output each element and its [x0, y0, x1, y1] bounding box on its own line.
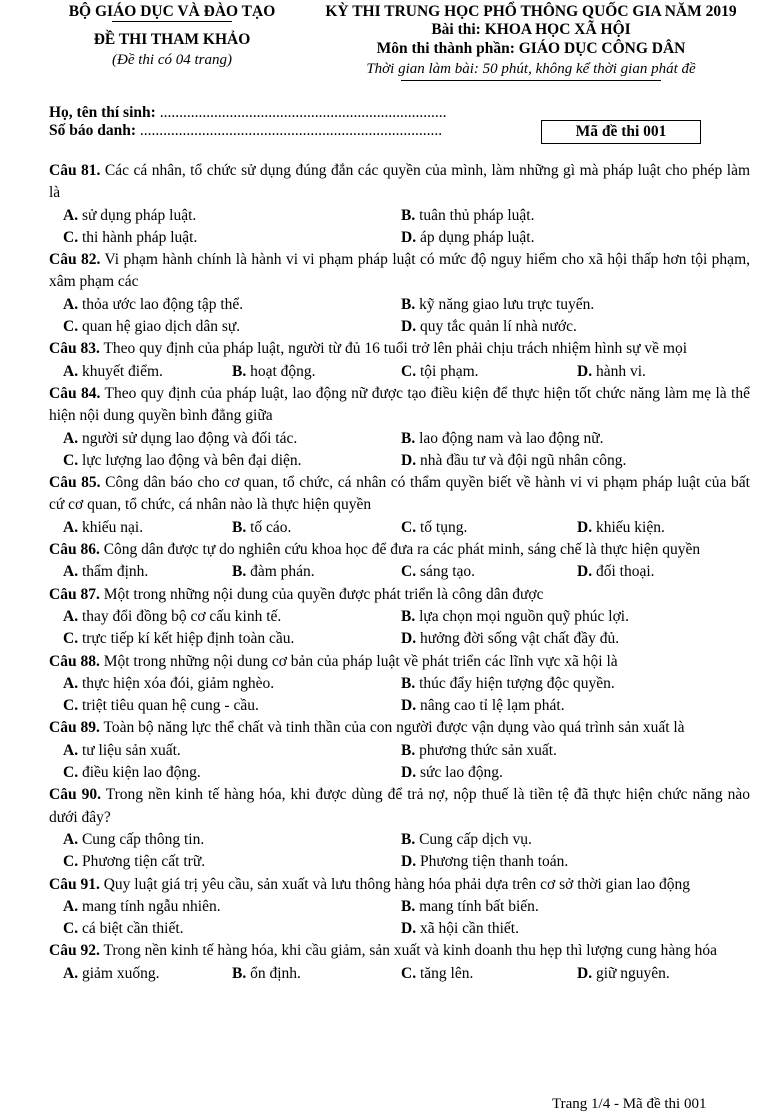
- option-letter: A.: [63, 830, 79, 848]
- option-letter: D.: [577, 964, 593, 982]
- question-text: Vi phạm hành chính là hành vi vi phạm pháp luật có mức độ nguy hiểm cho xã hội thấp hơn tội phạm, xâm phạm các: [49, 251, 750, 291]
- question-85: [49, 472, 750, 539]
- option-letter: D.: [401, 697, 417, 715]
- option-letter: B.: [401, 206, 416, 224]
- option-letter: B.: [401, 607, 416, 625]
- answer-options: [49, 673, 750, 718]
- option-letter: C.: [63, 630, 79, 648]
- answer-option-b[interactable]: [232, 361, 401, 383]
- answer-option-a[interactable]: [63, 428, 401, 450]
- ministry-name: BỘ GIÁO DỤC VÀ ĐÀO TẠO: [68, 3, 276, 20]
- question-text: Theo quy định của pháp luật, người từ đủ 16 tuổi trở lên phải chịu trách nhiệm hình sự về mọi: [103, 340, 687, 358]
- option-text: tăng lên.: [419, 964, 474, 982]
- answer-option-c[interactable]: [63, 628, 401, 650]
- option-letter: B.: [401, 897, 416, 915]
- answer-options: [49, 963, 750, 985]
- option-text: nhà đầu tư và đội ngũ nhân công.: [419, 451, 627, 469]
- question-number: Câu 82.: [49, 251, 101, 269]
- option-text: tố cáo.: [250, 518, 292, 536]
- question-stem: [49, 717, 750, 739]
- exam-component: Môn thi thành phần: GIÁO DỤC CÔNG DÂN: [376, 40, 686, 57]
- option-text: đàm phán.: [250, 563, 315, 581]
- option-letter: D.: [401, 228, 417, 246]
- option-text: kỹ năng giao lưu trực tuyến.: [419, 295, 595, 313]
- question-88: [49, 651, 750, 718]
- option-text: cá biệt cần thiết.: [81, 920, 184, 938]
- answer-option-c[interactable]: [63, 316, 401, 338]
- answer-option-a[interactable]: [63, 361, 232, 383]
- question-81: [49, 160, 750, 249]
- option-letter: C.: [63, 228, 79, 246]
- answer-option-b[interactable]: [401, 740, 750, 762]
- question-text: Trong nền kinh tế hàng hóa, khi được dùng để trả nợ, nộp thuế là tiền tệ đã thực hiện chức năng nào dưới đây?: [49, 786, 750, 826]
- option-letter: C.: [63, 853, 79, 871]
- question-82: [49, 249, 750, 338]
- answer-option-a[interactable]: [63, 561, 232, 583]
- question-stem: [49, 874, 750, 896]
- option-letter: A.: [63, 362, 79, 380]
- answer-option-d[interactable]: [401, 316, 750, 338]
- option-text: đối thoại.: [595, 563, 655, 581]
- answer-option-a[interactable]: [63, 896, 401, 918]
- question-stem: [49, 383, 750, 428]
- question-84: [49, 383, 750, 472]
- option-letter: D.: [401, 853, 417, 871]
- option-letter: A.: [63, 964, 79, 982]
- answer-option-c[interactable]: [401, 561, 577, 583]
- answer-option-b[interactable]: [401, 205, 750, 227]
- option-letter: A.: [63, 295, 79, 313]
- answer-options: [49, 606, 750, 651]
- question-92: [49, 940, 750, 985]
- question-number: Câu 89.: [49, 719, 100, 737]
- header-left: [22, 2, 322, 70]
- option-letter: C.: [63, 451, 79, 469]
- option-letter: A.: [63, 429, 79, 447]
- answer-option-c[interactable]: [63, 227, 401, 249]
- option-text: hoạt động.: [250, 362, 316, 380]
- option-letter: B.: [232, 964, 247, 982]
- option-letter: C.: [401, 362, 417, 380]
- answer-option-c[interactable]: [401, 963, 577, 985]
- option-text: khuyết điểm.: [81, 362, 163, 380]
- question-86: [49, 539, 750, 584]
- option-text: tư liệu sản xuất.: [81, 741, 181, 759]
- answer-option-a[interactable]: [63, 205, 401, 227]
- option-text: khiếu kiện.: [595, 518, 665, 536]
- page-footer: Trang 1/4 - Mã đề thi 001: [552, 1096, 707, 1112]
- question-list: [49, 160, 750, 985]
- answer-option-d[interactable]: [577, 361, 750, 383]
- option-text: thẩm định.: [81, 563, 149, 581]
- answer-option-d[interactable]: [401, 450, 750, 472]
- answer-option-b[interactable]: [401, 896, 750, 918]
- option-letter: D.: [401, 451, 417, 469]
- question-number: Câu 83.: [49, 340, 100, 358]
- option-text: xã hội cần thiết.: [419, 920, 519, 938]
- question-text: Một trong những nội dung cơ bản của pháp luật về phát triển các lĩnh vực xã hội là: [103, 652, 618, 670]
- option-letter: C.: [63, 764, 79, 782]
- option-letter: D.: [577, 362, 593, 380]
- answer-option-c[interactable]: [63, 695, 401, 717]
- answer-options: [49, 829, 750, 874]
- answer-options: [49, 896, 750, 941]
- option-text: lựa chọn mọi nguồn quỹ phúc lợi.: [419, 607, 629, 625]
- option-text: lực lượng lao động và bên đại diện.: [81, 451, 302, 469]
- question-89: [49, 717, 750, 784]
- option-letter: B.: [232, 518, 247, 536]
- question-text: Trong nền kinh tế hàng hóa, khi cầu giảm, sản xuất và kinh doanh thu hẹp thì lượng cung hàng hóa: [103, 942, 717, 960]
- option-text: người sử dụng lao động và đối tác.: [81, 429, 298, 447]
- option-text: tội phạm.: [419, 362, 479, 380]
- option-text: giảm xuống.: [81, 964, 160, 982]
- option-text: Cung cấp dịch vụ.: [419, 830, 532, 848]
- answer-option-b[interactable]: [401, 294, 750, 316]
- answer-option-a[interactable]: [63, 829, 401, 851]
- option-text: tố tụng.: [419, 518, 468, 536]
- option-text: Cung cấp thông tin.: [81, 830, 205, 848]
- option-text: Phương tiện cất trữ.: [81, 853, 206, 871]
- question-number: Câu 85.: [49, 474, 101, 492]
- option-text: hành vi.: [595, 362, 646, 380]
- answer-option-d[interactable]: [577, 517, 750, 539]
- option-letter: A.: [63, 741, 79, 759]
- option-letter: C.: [63, 318, 79, 336]
- exam-code-box: Mã đề thi 001: [541, 120, 701, 144]
- answer-option-a[interactable]: [63, 517, 232, 539]
- question-87: [49, 584, 750, 651]
- option-letter: D.: [577, 563, 593, 581]
- answer-option-b[interactable]: [232, 561, 401, 583]
- question-83: [49, 338, 750, 383]
- page-count-note: (Đề thi có 04 trang): [112, 52, 232, 68]
- candidate-id-field[interactable]: ..............................................................................: [139, 122, 443, 139]
- option-letter: A.: [63, 674, 79, 692]
- option-text: sức lao động.: [419, 764, 503, 782]
- option-letter: C.: [63, 697, 79, 715]
- option-text: thúc đẩy hiện tượng độc quyền.: [419, 674, 615, 692]
- question-text: Một trong những nội dung của quyền được phát triển là công dân được: [103, 585, 544, 603]
- question-stem: [49, 472, 750, 517]
- answer-option-d[interactable]: [577, 963, 750, 985]
- answer-options: [49, 561, 750, 583]
- option-letter: B.: [401, 429, 416, 447]
- option-text: ổn định.: [250, 964, 301, 982]
- exam-time: Thời gian làm bài: 50 phút, không kể thời gian phát đề: [366, 61, 696, 77]
- option-letter: C.: [63, 920, 79, 938]
- answer-option-d[interactable]: [401, 762, 750, 784]
- option-letter: D.: [401, 630, 417, 648]
- answer-option-d[interactable]: [401, 851, 750, 873]
- answer-option-c[interactable]: [63, 762, 401, 784]
- candidate-name-label: Họ, tên thí sinh:: [49, 104, 156, 121]
- question-number: Câu 91.: [49, 875, 100, 893]
- option-letter: D.: [401, 764, 417, 782]
- question-text: Theo quy định của pháp luật, lao động nữ được tạo điều kiện để thực hiện tốt chức năng làm mẹ là thể hiện nội dung quyền bình đẳng giữa: [49, 384, 750, 425]
- question-number: Câu 84.: [49, 384, 101, 402]
- option-text: áp dụng pháp luật.: [419, 228, 535, 246]
- option-text: thay đổi đồng bộ cơ cấu kinh tế.: [81, 607, 282, 625]
- answer-option-c[interactable]: [63, 450, 401, 472]
- question-number: Câu 87.: [49, 585, 100, 603]
- question-number: Câu 86.: [49, 541, 100, 559]
- option-letter: D.: [577, 518, 593, 536]
- question-stem: [49, 651, 750, 673]
- option-text: nâng cao tỉ lệ lạm phát.: [419, 697, 565, 715]
- option-letter: A.: [63, 206, 79, 224]
- option-text: thỏa ước lao động tập thể.: [81, 295, 244, 313]
- answer-option-c[interactable]: [63, 918, 401, 940]
- option-letter: B.: [401, 830, 416, 848]
- option-letter: B.: [232, 362, 247, 380]
- time-underline: [401, 80, 661, 81]
- answer-options: [49, 428, 750, 473]
- answer-options: [49, 517, 750, 539]
- header-right: [311, 2, 751, 81]
- question-stem: [49, 940, 750, 962]
- exam-type: ĐỀ THI THAM KHẢO: [93, 31, 251, 48]
- option-letter: C.: [401, 964, 417, 982]
- answer-option-a[interactable]: [63, 963, 232, 985]
- candidate-info: [49, 104, 750, 160]
- candidate-id-label: Số báo danh:: [49, 122, 137, 139]
- answer-option-d[interactable]: [577, 561, 750, 583]
- option-letter: A.: [63, 607, 79, 625]
- option-letter: B.: [232, 563, 247, 581]
- exam-header: [49, 2, 750, 86]
- question-stem: [49, 584, 750, 606]
- answer-options: [49, 205, 750, 250]
- question-stem: [49, 249, 750, 294]
- question-text: Quy luật giá trị yêu cầu, sản xuất và lưu thông hàng hóa phải dựa trên cơ sở thời gian lao động: [103, 875, 691, 893]
- option-letter: B.: [401, 741, 416, 759]
- question-text: Công dân báo cho cơ quan, tổ chức, cá nhân có thẩm quyền biết về hành vi vi phạm pháp luật của bất cứ cơ quan, tổ chức, cá nhân nào là thực hiện quyền: [49, 474, 750, 514]
- option-text: lao động nam và lao động nữ.: [419, 429, 604, 447]
- question-stem: [49, 784, 750, 829]
- answer-option-b[interactable]: [401, 673, 750, 695]
- question-text: Toàn bộ năng lực thể chất và tinh thần của con người được vận dụng vào quá trình sản xuất là: [103, 719, 685, 737]
- option-letter: A.: [63, 518, 79, 536]
- answer-option-b[interactable]: [401, 829, 750, 851]
- answer-option-d[interactable]: [401, 695, 750, 717]
- option-letter: B.: [401, 674, 416, 692]
- question-number: Câu 88.: [49, 652, 100, 670]
- answer-option-d[interactable]: [401, 227, 750, 249]
- exam-subject: Bài thi: KHOA HỌC XÃ HỘI: [431, 21, 631, 38]
- option-text: sáng tạo.: [419, 563, 476, 581]
- answer-option-c[interactable]: [401, 361, 577, 383]
- answer-option-b[interactable]: [232, 517, 401, 539]
- answer-option-a[interactable]: [63, 606, 401, 628]
- option-text: khiếu nại.: [81, 518, 144, 536]
- option-text: quy tắc quản lí nhà nước.: [419, 318, 577, 336]
- option-text: triệt tiêu quan hệ cung - cầu.: [81, 697, 259, 715]
- question-stem: [49, 539, 750, 561]
- option-letter: A.: [63, 897, 79, 915]
- option-text: mang tính bất biến.: [419, 897, 539, 915]
- question-number: Câu 81.: [49, 162, 101, 179]
- question-stem: [49, 338, 750, 360]
- ministry-underline: [112, 21, 232, 22]
- exam-title: KỲ THI TRUNG HỌC PHỔ THÔNG QUỐC GIA NĂM 2019: [325, 3, 737, 20]
- question-stem: [49, 160, 750, 205]
- answer-option-a[interactable]: [63, 673, 401, 695]
- candidate-name-field[interactable]: ..........................................................................: [159, 104, 447, 121]
- answer-option-a[interactable]: [63, 740, 401, 762]
- answer-option-b[interactable]: [401, 606, 750, 628]
- question-text: Các cá nhân, tổ chức sử dụng đúng đắn các quyền của mình, làm những gì mà pháp luật cho phép làm là: [49, 162, 751, 202]
- answer-option-c[interactable]: [401, 517, 577, 539]
- option-text: thực hiện xóa đói, giảm nghèo.: [81, 674, 275, 692]
- option-text: tuân thủ pháp luật.: [419, 206, 535, 224]
- option-letter: D.: [401, 318, 417, 336]
- option-text: hưởng đời sống vật chất đầy đủ.: [419, 630, 620, 648]
- option-text: Phương tiện thanh toán.: [419, 853, 569, 871]
- option-text: mang tính ngẫu nhiên.: [81, 897, 221, 915]
- option-text: phương thức sản xuất.: [419, 741, 557, 759]
- option-text: trực tiếp kí kết hiệp định toàn cầu.: [81, 630, 295, 648]
- answer-options: [49, 740, 750, 785]
- question-90: [49, 784, 750, 873]
- question-number: Câu 90.: [49, 786, 101, 804]
- answer-option-c[interactable]: [63, 851, 401, 873]
- answer-option-d[interactable]: [401, 918, 750, 940]
- answer-option-b[interactable]: [232, 963, 401, 985]
- option-letter: B.: [401, 295, 416, 313]
- option-letter: C.: [401, 518, 417, 536]
- answer-option-a[interactable]: [63, 294, 401, 316]
- answer-option-b[interactable]: [401, 428, 750, 450]
- answer-option-d[interactable]: [401, 628, 750, 650]
- option-letter: A.: [63, 563, 79, 581]
- option-text: thi hành pháp luật.: [81, 228, 198, 246]
- option-text: giữ nguyên.: [595, 964, 670, 982]
- question-number: Câu 92.: [49, 942, 100, 960]
- question-91: [49, 874, 750, 941]
- option-text: sử dụng pháp luật.: [81, 206, 197, 224]
- option-text: quan hệ giao dịch dân sự.: [81, 318, 241, 336]
- question-text: Công dân được tự do nghiên cứu khoa học để đưa ra các phát minh, sáng chế là thực hiện quyền: [103, 541, 701, 559]
- option-text: điều kiện lao động.: [81, 764, 201, 782]
- answer-options: [49, 294, 750, 339]
- answer-options: [49, 361, 750, 383]
- option-letter: C.: [401, 563, 417, 581]
- option-letter: D.: [401, 920, 417, 938]
